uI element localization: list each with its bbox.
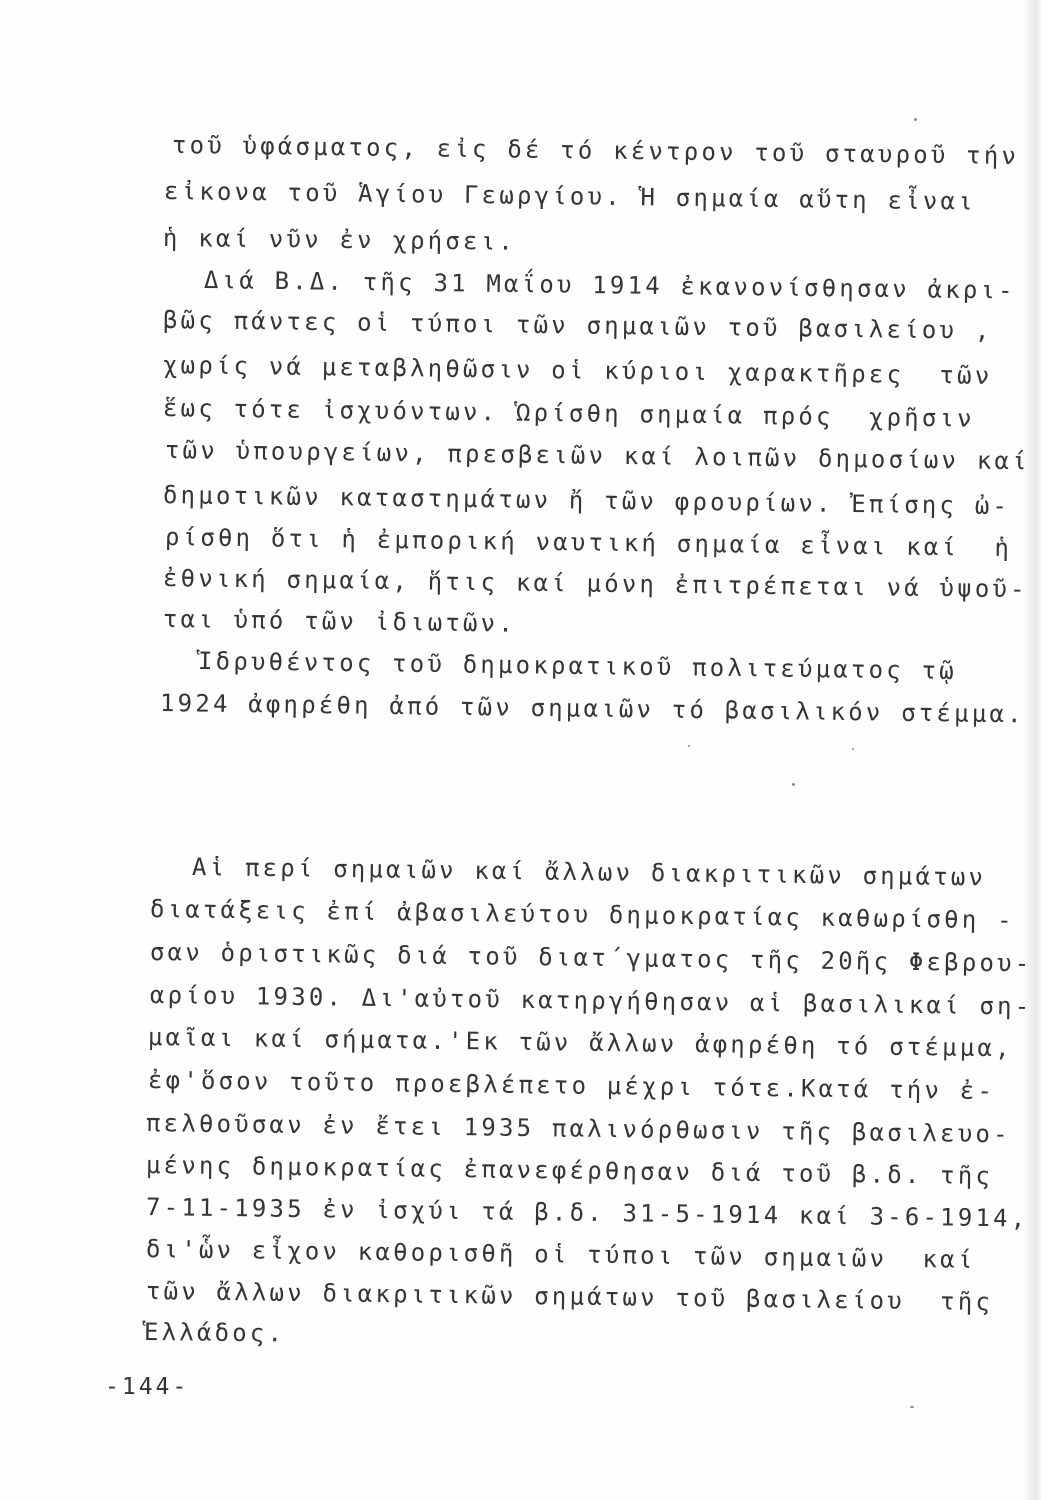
text-line: αρίου 1930. Δι'αὐτοῦ κατηργήθησαν αἱ βασιλικαί ση- <box>149 981 1033 1021</box>
text-line: πελθοῦσαν ἐν ἔτει 1935 παλινόρθωσιν τῆς βασιλευο- <box>145 1109 1011 1149</box>
text-line: Διά Β.Δ. τῆς 31 Μαΐου 1914 ἐκανονίσθησαν ἀκρι- <box>203 266 1016 305</box>
text-line: διατάξεις ἐπί ἀβασιλεύτου δημοκρατίας καθωρίσθη - <box>149 895 1015 935</box>
text-line: ται ὑπό τῶν ἰδιωτῶν. <box>162 605 517 638</box>
text-line: 7-11-1935 ἐν ἰσχύι τά β.δ. 31-5-1914 καί 3-6-1914, <box>145 1193 1029 1233</box>
text-line: 1924 ἀφηρέθη ἀπό τῶν σημαιῶν τό βασιλικόν στέμμα. <box>159 689 1025 729</box>
text-line: ἡ καί νῦν ἐν χρήσει. <box>162 224 517 256</box>
speck <box>688 745 690 747</box>
speck <box>792 783 795 786</box>
text-line: μαῖαι καί σήματα.'Εκ τῶν ἄλλων ἀφηρέθη τό στέμμα, <box>147 1023 1013 1063</box>
text-line: Ἑλλάδος. <box>143 1318 286 1348</box>
page-number: -144- <box>105 1374 190 1400</box>
text-line: Ἱδρυθέντος τοῦ δημοκρατικοῦ πολιτεύματος τῷ <box>197 647 958 685</box>
speck <box>910 1406 914 1408</box>
speck <box>852 748 854 750</box>
text-line: ἐθνική σημαία, ἥτις καί μόνη ἐπιτρέπεται νά ὑψοῦ- <box>162 564 1028 604</box>
page-edge-shadow <box>1023 0 1041 1500</box>
text-line: βῶς πάντες οἱ τύποι τῶν σημαιῶν τοῦ βασιλείου , <box>162 306 993 345</box>
text-line: Αἱ περί σημαιῶν καί ἄλλων διακριτικῶν σημάτων <box>191 853 987 892</box>
text-line: τῶν ὑπουργείων, πρεσβειῶν καί λοιπῶν δημοσίων καί <box>164 436 1030 476</box>
text-line: δι'ὧν εἶχον καθορισθῆ οἱ τύποι τῶν σημαιῶν καί <box>145 1235 976 1274</box>
text-line: μένης δημοκρατίας ἐπανεφέρθησαν διά τοῦ β.δ. τῆς <box>145 1151 994 1191</box>
text-line: ἕως τότε ἰσχυόντων. Ὡρίσθη σημαία πρός χρῆσιν <box>162 394 975 433</box>
text-line: τῶν ἄλλων διακριτικῶν σημάτων τοῦ βασιλείου τῆς <box>145 1277 994 1317</box>
text-line: εἰκονα τοῦ Ἁγίου Γεωργίου. Ἡ σημαία αὕτη εἶναι <box>163 177 976 216</box>
text-line: ρίσθη ὅτι ἡ ἐμπορική ναυτική σημαία εἶναι καί ἡ <box>164 523 1013 563</box>
text-line: δημοτικῶν καταστημάτων ἤ τῶν φρουρίων. Ἐπίσης ὠ- <box>162 481 1011 521</box>
text-line: σαν ὁριστικῶς διά τοῦ διατ΄γματος τῆς 20ῆς Φεβρου- <box>149 938 1033 978</box>
text-line: χωρίς νά μεταβληθῶσιν οἱ κύριοι χαρακτῆρες τῶν <box>162 351 993 390</box>
speck <box>914 118 917 121</box>
text-line: τοῦ ὑφάσματος, εἰς δέ τό κέντρον τοῦ σταυροῦ τήν <box>171 131 1020 171</box>
text-line: ἐφ'ὅσον τοῦτο προεβλέπετο μέχρι τότε.Κατά τήν ἐ- <box>147 1066 996 1106</box>
